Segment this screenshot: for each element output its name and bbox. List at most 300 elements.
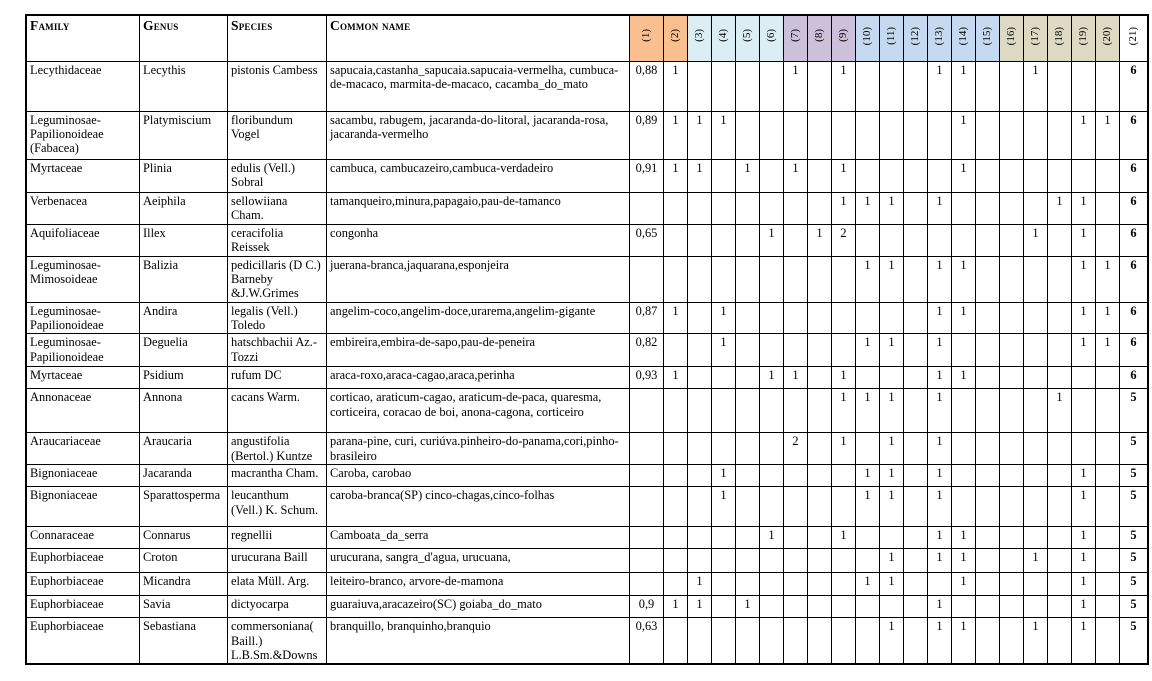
presence-cell xyxy=(952,487,976,527)
rotated-column-label: (4) xyxy=(717,29,729,43)
species-cell: pedicillaris (D C.) Barneby &J.W.Grimes xyxy=(228,256,327,302)
common-name-cell: sacambu, rabugem, jacaranda-do-litoral, jacaranda-rosa, jacaranda-vermelho xyxy=(327,111,630,159)
rotated-column-label: (1) xyxy=(640,29,652,43)
presence-cell xyxy=(1024,389,1048,433)
column-header-14 xyxy=(952,15,976,61)
presence-cell xyxy=(832,596,856,618)
presence-cell xyxy=(904,334,928,367)
presence-cell xyxy=(1000,192,1024,224)
presence-cell xyxy=(736,302,760,334)
table-row xyxy=(26,61,1148,111)
presence-cell: 1 xyxy=(856,573,880,596)
presence-cell: 1 xyxy=(1072,549,1096,573)
table-row xyxy=(26,302,1148,334)
presence-cell xyxy=(760,433,784,465)
presence-cell xyxy=(904,367,928,389)
presence-cell xyxy=(1024,334,1048,367)
presence-cell xyxy=(976,367,1000,389)
presence-cell: 1 xyxy=(880,487,904,527)
presence-cell: 1 xyxy=(1072,465,1096,487)
genus-cell: Lecythis xyxy=(140,61,228,111)
presence-cell xyxy=(1048,159,1072,192)
genus-cell: Savia xyxy=(140,596,228,618)
presence-cell: 1 xyxy=(832,61,856,111)
presence-cell xyxy=(1096,367,1120,389)
presence-cell: 1 xyxy=(880,573,904,596)
presence-cell xyxy=(856,224,880,256)
presence-cell xyxy=(736,367,760,389)
column-header-6 xyxy=(760,15,784,61)
presence-cell xyxy=(760,618,784,665)
presence-cell: 0,89 xyxy=(630,111,664,159)
presence-cell: 1 xyxy=(736,596,760,618)
species-cell: macrantha Cham. xyxy=(228,465,327,487)
presence-cell xyxy=(952,465,976,487)
presence-cell: 1 xyxy=(1072,224,1096,256)
presence-cell xyxy=(808,573,832,596)
presence-cell xyxy=(808,549,832,573)
presence-cell xyxy=(630,549,664,573)
presence-cell xyxy=(784,487,808,527)
table-row xyxy=(26,159,1148,192)
presence-cell: 1 xyxy=(832,159,856,192)
presence-cell: 1 xyxy=(832,389,856,433)
total-cell: 5 xyxy=(1120,389,1149,433)
column-header-8 xyxy=(808,15,832,61)
presence-cell xyxy=(856,618,880,665)
presence-cell xyxy=(1000,573,1024,596)
genus-cell: Araucaria xyxy=(140,433,228,465)
presence-cell xyxy=(1000,596,1024,618)
presence-cell xyxy=(630,256,664,302)
family-cell: Euphorbiaceae xyxy=(26,573,140,596)
presence-cell xyxy=(856,527,880,549)
presence-cell xyxy=(760,111,784,159)
presence-cell: 1 xyxy=(832,433,856,465)
presence-cell xyxy=(688,256,712,302)
species-cell: floribundum Vogel xyxy=(228,111,327,159)
presence-cell xyxy=(1048,256,1072,302)
presence-cell: 1 xyxy=(688,111,712,159)
presence-cell: 1 xyxy=(928,433,952,465)
presence-cell xyxy=(736,224,760,256)
column-header-1 xyxy=(630,15,664,61)
genus-cell: Balizia xyxy=(140,256,228,302)
presence-cell: 1 xyxy=(928,256,952,302)
genus-cell: Sebastiana xyxy=(140,618,228,665)
presence-cell xyxy=(1000,256,1024,302)
table-row xyxy=(26,224,1148,256)
presence-cell xyxy=(928,159,952,192)
presence-cell: 1 xyxy=(880,334,904,367)
presence-cell xyxy=(784,527,808,549)
presence-cell: 1 xyxy=(712,302,736,334)
presence-cell xyxy=(904,527,928,549)
presence-cell xyxy=(1024,433,1048,465)
presence-cell xyxy=(664,527,688,549)
presence-cell xyxy=(688,549,712,573)
table-row xyxy=(26,618,1148,665)
presence-cell: 1 xyxy=(1072,527,1096,549)
presence-cell xyxy=(736,256,760,302)
presence-cell: 1 xyxy=(928,527,952,549)
presence-cell xyxy=(736,433,760,465)
presence-cell: 1 xyxy=(1096,334,1120,367)
presence-cell xyxy=(1096,618,1120,665)
presence-cell xyxy=(880,159,904,192)
presence-cell xyxy=(952,192,976,224)
presence-cell: 1 xyxy=(664,111,688,159)
presence-cell: 1 xyxy=(856,465,880,487)
presence-cell xyxy=(976,618,1000,665)
presence-cell xyxy=(1072,159,1096,192)
presence-cell xyxy=(784,256,808,302)
presence-cell xyxy=(904,487,928,527)
presence-cell xyxy=(808,302,832,334)
total-cell: 6 xyxy=(1120,224,1149,256)
species-cell: rufum DC xyxy=(228,367,327,389)
family-cell: Connaraceae xyxy=(26,527,140,549)
presence-cell xyxy=(808,465,832,487)
presence-cell: 0,87 xyxy=(630,302,664,334)
presence-cell xyxy=(630,487,664,527)
presence-cell: 1 xyxy=(1048,389,1072,433)
presence-cell: 1 xyxy=(712,465,736,487)
presence-cell xyxy=(880,111,904,159)
presence-cell xyxy=(1096,433,1120,465)
presence-cell: 1 xyxy=(856,389,880,433)
presence-cell xyxy=(712,596,736,618)
presence-cell xyxy=(976,224,1000,256)
presence-cell xyxy=(1096,596,1120,618)
presence-cell xyxy=(784,334,808,367)
presence-cell xyxy=(784,549,808,573)
presence-cell: 1 xyxy=(784,367,808,389)
header-row xyxy=(26,15,1148,61)
presence-cell xyxy=(952,224,976,256)
table-row xyxy=(26,527,1148,549)
presence-cell: 1 xyxy=(928,465,952,487)
presence-cell xyxy=(664,618,688,665)
presence-cell: 1 xyxy=(880,389,904,433)
table-row xyxy=(26,192,1148,224)
genus-cell: Plinia xyxy=(140,159,228,192)
column-header-16 xyxy=(1000,15,1024,61)
rotated-column-label: (15) xyxy=(981,26,993,45)
column-header-4 xyxy=(712,15,736,61)
presence-cell: 1 xyxy=(880,192,904,224)
presence-cell: 1 xyxy=(784,61,808,111)
rotated-column-label: (9) xyxy=(837,29,849,43)
rotated-column-label: (16) xyxy=(1005,26,1017,45)
presence-cell: 1 xyxy=(1024,618,1048,665)
presence-cell xyxy=(736,573,760,596)
presence-cell: 1 xyxy=(880,549,904,573)
presence-cell: 0,91 xyxy=(630,159,664,192)
presence-cell: 1 xyxy=(664,302,688,334)
genus-cell: Croton xyxy=(140,549,228,573)
presence-cell: 1 xyxy=(856,487,880,527)
table-row xyxy=(26,549,1148,573)
presence-cell xyxy=(808,527,832,549)
presence-cell xyxy=(664,487,688,527)
presence-cell xyxy=(1000,111,1024,159)
presence-cell: 2 xyxy=(784,433,808,465)
common-name-cell: parana-pine, curi, curiúva.pinheiro-do-panama,cori,pinho-brasileiro xyxy=(327,433,630,465)
table-body xyxy=(26,61,1148,664)
presence-cell xyxy=(712,224,736,256)
presence-cell xyxy=(1096,61,1120,111)
presence-cell xyxy=(976,596,1000,618)
presence-cell xyxy=(736,192,760,224)
total-cell: 5 xyxy=(1120,596,1149,618)
presence-cell: 1 xyxy=(880,618,904,665)
family-cell: Euphorbiaceae xyxy=(26,596,140,618)
presence-cell xyxy=(1096,487,1120,527)
presence-cell xyxy=(784,224,808,256)
species-cell: urucurana Baill xyxy=(228,549,327,573)
presence-cell xyxy=(1000,465,1024,487)
common-name-cell: juerana-branca,jaquarana,esponjeira xyxy=(327,256,630,302)
species-cell: sellowiiana Cham. xyxy=(228,192,327,224)
presence-cell xyxy=(1024,367,1048,389)
genus-cell: Platymiscium xyxy=(140,111,228,159)
species-table xyxy=(25,14,1149,665)
rotated-column-label: (10) xyxy=(861,26,873,45)
presence-cell xyxy=(1072,61,1096,111)
table-row xyxy=(26,596,1148,618)
presence-cell xyxy=(664,224,688,256)
presence-cell xyxy=(1048,367,1072,389)
presence-cell xyxy=(904,111,928,159)
presence-cell: 1 xyxy=(1072,618,1096,665)
presence-cell xyxy=(736,61,760,111)
presence-cell xyxy=(760,465,784,487)
presence-cell xyxy=(736,111,760,159)
genus-cell: Psidium xyxy=(140,367,228,389)
common-name-cell: congonha xyxy=(327,224,630,256)
total-cell: 6 xyxy=(1120,334,1149,367)
presence-cell xyxy=(808,61,832,111)
family-cell: Araucariaceae xyxy=(26,433,140,465)
column-header-9 xyxy=(832,15,856,61)
presence-cell xyxy=(1048,433,1072,465)
presence-cell xyxy=(952,334,976,367)
presence-cell xyxy=(976,111,1000,159)
presence-cell xyxy=(688,433,712,465)
presence-cell xyxy=(904,549,928,573)
total-cell: 5 xyxy=(1120,433,1149,465)
presence-cell xyxy=(904,224,928,256)
presence-cell xyxy=(630,389,664,433)
species-cell: ceracifolia Reissek xyxy=(228,224,327,256)
family-cell: Lecythidaceae xyxy=(26,61,140,111)
presence-cell xyxy=(760,573,784,596)
presence-cell xyxy=(976,159,1000,192)
presence-cell: 1 xyxy=(1024,61,1048,111)
species-cell: elata Müll. Arg. xyxy=(228,573,327,596)
presence-cell xyxy=(712,389,736,433)
total-cell: 5 xyxy=(1120,618,1149,665)
presence-cell xyxy=(1048,334,1072,367)
presence-cell xyxy=(976,549,1000,573)
presence-cell xyxy=(712,549,736,573)
family-cell: Leguminosae-Mimosoideae xyxy=(26,256,140,302)
presence-cell xyxy=(1024,192,1048,224)
table-row xyxy=(26,465,1148,487)
total-cell: 5 xyxy=(1120,465,1149,487)
presence-cell xyxy=(1024,527,1048,549)
species-cell: regnellii xyxy=(228,527,327,549)
presence-cell: 1 xyxy=(1072,487,1096,527)
family-cell: Euphorbiaceae xyxy=(26,549,140,573)
presence-cell xyxy=(856,596,880,618)
presence-cell xyxy=(1000,302,1024,334)
species-cell: edulis (Vell.) Sobral xyxy=(228,159,327,192)
presence-cell: 2 xyxy=(832,224,856,256)
presence-cell xyxy=(736,465,760,487)
column-header-5 xyxy=(736,15,760,61)
presence-cell xyxy=(1048,487,1072,527)
rotated-column-label: (14) xyxy=(957,26,969,45)
column-header-13 xyxy=(928,15,952,61)
total-cell: 6 xyxy=(1120,302,1149,334)
presence-cell: 1 xyxy=(688,573,712,596)
column-header-7 xyxy=(784,15,808,61)
presence-cell xyxy=(784,596,808,618)
presence-cell xyxy=(1000,367,1024,389)
presence-cell xyxy=(808,433,832,465)
presence-cell xyxy=(1000,527,1024,549)
column-header-family: Family xyxy=(26,15,140,61)
presence-cell xyxy=(1000,224,1024,256)
common-name-cell: cambuca, cambucazeiro,cambuca-verdadeiro xyxy=(327,159,630,192)
presence-cell xyxy=(880,367,904,389)
presence-cell xyxy=(1096,573,1120,596)
presence-cell: 1 xyxy=(928,549,952,573)
column-header-18 xyxy=(1048,15,1072,61)
common-name-cell: embireira,embira-de-sapo,pau-de-peneira xyxy=(327,334,630,367)
common-name-cell: Camboata_da_serra xyxy=(327,527,630,549)
presence-cell xyxy=(664,573,688,596)
presence-cell: 1 xyxy=(952,367,976,389)
presence-cell xyxy=(1048,527,1072,549)
presence-cell xyxy=(1096,192,1120,224)
presence-cell xyxy=(688,389,712,433)
presence-cell: 1 xyxy=(1048,192,1072,224)
presence-cell xyxy=(1096,549,1120,573)
presence-cell xyxy=(712,61,736,111)
presence-cell xyxy=(976,61,1000,111)
presence-cell: 1 xyxy=(664,61,688,111)
presence-cell: 1 xyxy=(928,618,952,665)
presence-cell xyxy=(736,618,760,665)
presence-cell xyxy=(688,487,712,527)
presence-cell xyxy=(630,192,664,224)
presence-cell xyxy=(832,334,856,367)
presence-cell xyxy=(1024,596,1048,618)
presence-cell xyxy=(712,433,736,465)
presence-cell xyxy=(1048,61,1072,111)
presence-cell: 1 xyxy=(736,159,760,192)
presence-cell: 1 xyxy=(1072,256,1096,302)
presence-cell: 1 xyxy=(688,596,712,618)
presence-cell xyxy=(976,487,1000,527)
total-cell: 6 xyxy=(1120,192,1149,224)
presence-cell xyxy=(808,111,832,159)
common-name-cell: araca-roxo,araca-cagao,araca,perinha xyxy=(327,367,630,389)
presence-cell: 1 xyxy=(952,159,976,192)
family-cell: Aquifoliaceae xyxy=(26,224,140,256)
presence-cell xyxy=(760,302,784,334)
genus-cell: Micandra xyxy=(140,573,228,596)
presence-cell xyxy=(688,465,712,487)
presence-cell xyxy=(688,61,712,111)
presence-cell xyxy=(952,596,976,618)
table-row xyxy=(26,487,1148,527)
presence-cell xyxy=(880,596,904,618)
column-header-genus: Genus xyxy=(140,15,228,61)
rotated-column-label: (7) xyxy=(789,29,801,43)
presence-cell xyxy=(630,573,664,596)
rotated-column-label: (6) xyxy=(765,29,777,43)
presence-cell xyxy=(1048,618,1072,665)
presence-cell xyxy=(688,192,712,224)
common-name-cell: sapucaia,castanha_sapucaia.sapucaia-vermelha, cumbuca-de-macaco, marmita-de-macaco, cacamba_do_mato xyxy=(327,61,630,111)
column-header-2 xyxy=(664,15,688,61)
presence-cell xyxy=(784,465,808,487)
presence-cell xyxy=(856,111,880,159)
presence-cell: 1 xyxy=(760,224,784,256)
table-row xyxy=(26,573,1148,596)
presence-cell xyxy=(904,596,928,618)
genus-cell: Andira xyxy=(140,302,228,334)
presence-cell: 1 xyxy=(1072,573,1096,596)
presence-cell xyxy=(1096,465,1120,487)
table-row xyxy=(26,433,1148,465)
family-cell: Bignoniaceae xyxy=(26,487,140,527)
presence-cell: 1 xyxy=(664,367,688,389)
presence-cell xyxy=(880,224,904,256)
presence-cell xyxy=(784,192,808,224)
presence-cell xyxy=(736,334,760,367)
presence-cell xyxy=(856,367,880,389)
common-name-cell: leiteiro-branco, arvore-de-mamona xyxy=(327,573,630,596)
presence-cell xyxy=(760,487,784,527)
presence-cell xyxy=(808,192,832,224)
presence-cell xyxy=(928,573,952,596)
presence-cell: 1 xyxy=(880,465,904,487)
presence-cell xyxy=(736,487,760,527)
presence-cell xyxy=(808,256,832,302)
presence-cell: 1 xyxy=(712,334,736,367)
rotated-column-label: (18) xyxy=(1053,26,1065,45)
presence-cell xyxy=(808,334,832,367)
genus-cell: Jacaranda xyxy=(140,465,228,487)
presence-cell xyxy=(630,527,664,549)
presence-cell xyxy=(1096,527,1120,549)
presence-cell: 1 xyxy=(928,487,952,527)
presence-cell: 1 xyxy=(760,527,784,549)
presence-cell xyxy=(976,192,1000,224)
common-name-cell: corticao, araticum-cagao, araticum-de-paca, quaresma, corticeira, coracao de boi, anona-cagona, corticeiro xyxy=(327,389,630,433)
presence-cell: 1 xyxy=(952,549,976,573)
presence-cell: 1 xyxy=(1072,596,1096,618)
presence-cell xyxy=(784,618,808,665)
rotated-column-label: (20) xyxy=(1101,26,1113,45)
presence-cell xyxy=(1096,224,1120,256)
presence-cell xyxy=(760,192,784,224)
